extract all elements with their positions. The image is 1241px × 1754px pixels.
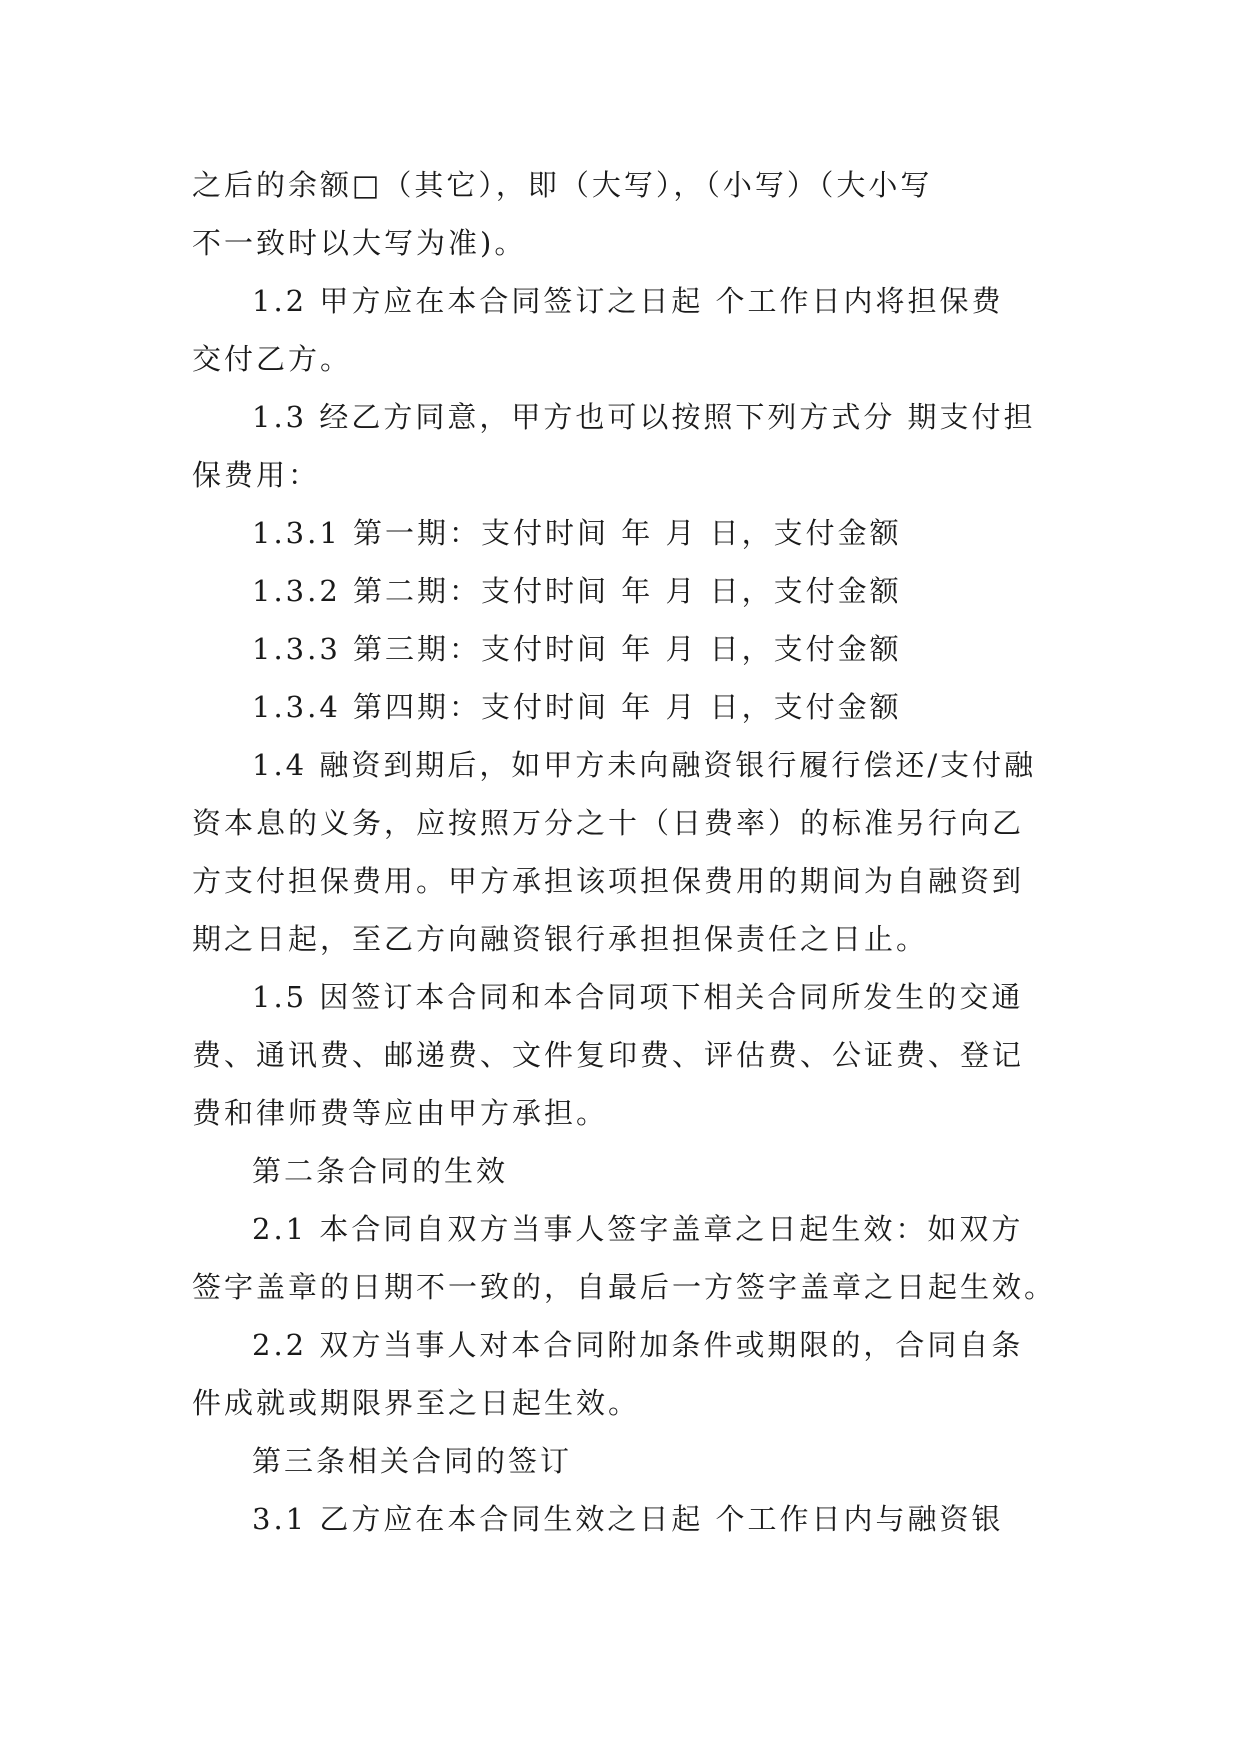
text-line: 1.2 甲方应在本合同签订之日起 个工作日内将担保费 [252, 284, 1004, 318]
text-line: 期之日起，至乙方向融资银行承担担保责任之日止。 [192, 922, 929, 956]
text-line: 2.1 本合同自双方当事人签字盖章之日起生效：如双方 [252, 1212, 1024, 1246]
text-line: 之后的余额□（其它），即（大写），（小写）（大小写 [192, 168, 933, 202]
text-line: 1.3.2 第二期：支付时间 年 月 日，支付金额 [252, 574, 902, 608]
text-line: 1.5 因签订本合同和本合同项下相关合同所发生的交通 [252, 980, 1024, 1014]
text-line: 1.3.3 第三期：支付时间 年 月 日，支付金额 [252, 632, 902, 666]
text-line: 件成就或期限界至之日起生效。 [192, 1386, 641, 1420]
text-line: 不一致时以大写为准)。 [192, 226, 527, 260]
text-line: 1.3.1 第一期：支付时间 年 月 日，支付金额 [252, 516, 902, 550]
text-line: 保费用： [192, 458, 321, 492]
section-heading: 第三条相关合同的签订 [252, 1444, 573, 1478]
text-line: 签字盖章的日期不一致的，自最后一方签字盖章之日起生效。 [192, 1270, 1057, 1304]
text-line: 方支付担保费用。甲方承担该项担保费用的期间为自融资到 [192, 864, 1025, 898]
text-line: 费和律师费等应由甲方承担。 [192, 1096, 609, 1130]
text-line: 1.3 经乙方同意，甲方也可以按照下列方式分 期支付担 [252, 400, 1036, 434]
text-line: 资本息的义务，应按照万分之十（日费率）的标准另行向乙 [192, 806, 1025, 840]
text-line: 费、通讯费、邮递费、文件复印费、评估费、公证费、登记 [192, 1038, 1025, 1072]
section-heading: 第二条合同的生效 [252, 1154, 509, 1188]
text-line: 交付乙方。 [192, 342, 353, 376]
text-line: 1.4 融资到期后，如甲方未向融资银行履行偿还/支付融 [252, 748, 1037, 782]
text-line: 2.2 双方当事人对本合同附加条件或期限的，合同自条 [252, 1328, 1024, 1362]
text-line: 1.3.4 第四期：支付时间 年 月 日，支付金额 [252, 690, 902, 724]
text-line: 3.1 乙方应在本合同生效之日起 个工作日内与融资银 [252, 1502, 1004, 1536]
